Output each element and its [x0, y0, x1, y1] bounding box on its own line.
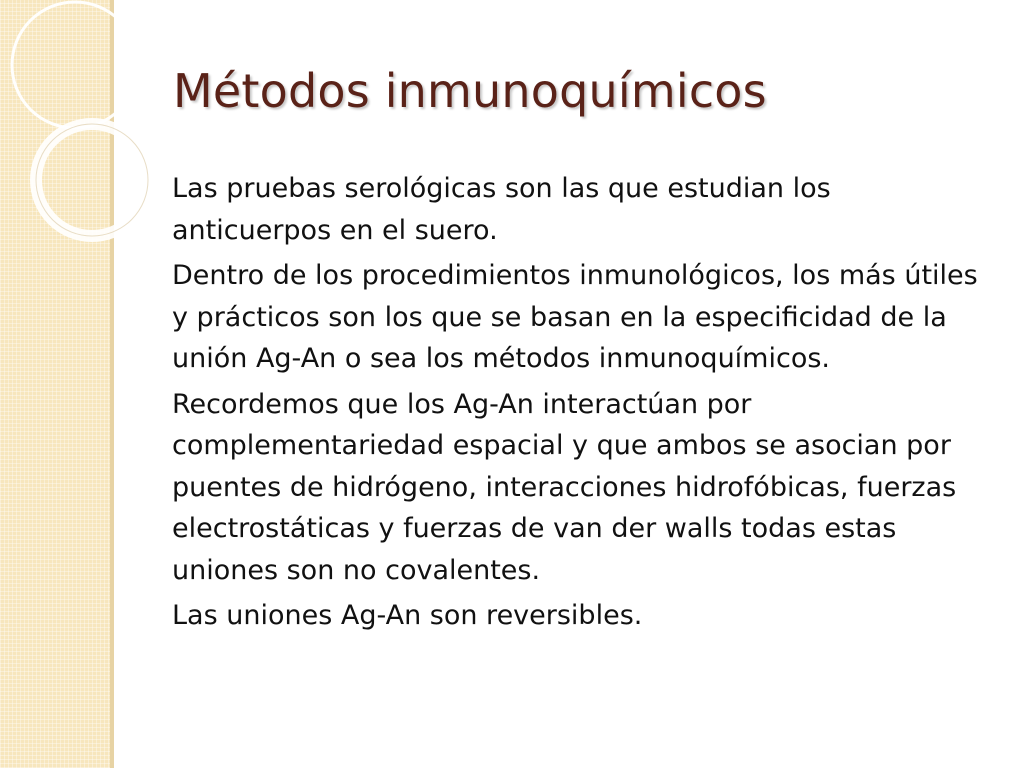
- slide-body: [172, 168, 990, 641]
- paragraph-1: Las pruebas serológicas son las que estudian los anticuerpos en el suero.: [172, 173, 831, 246]
- slide-title: Métodos inmunoquímicos: [173, 64, 767, 118]
- paragraph-3: Recordemos que los Ag-An interactúan por complementariedad espacial y que ambos se asocian por puentes de hidrógeno, interacciones hidrofóbicas, fuerzas electrostáticas y fuerzas de van der walls todas estas uniones son no covalentes.: [172, 388, 957, 586]
- ring-decoration-icon: [0, 0, 150, 260]
- paragraph-4: Las uniones Ag-An son reversibles.: [172, 600, 643, 631]
- paragraph-2: Dentro de los procedimientos inmunológicos, los más útiles y prácticos son los que se basan en la especificidad de la unión Ag-An o sea los métodos inmunoquímicos.: [172, 260, 978, 374]
